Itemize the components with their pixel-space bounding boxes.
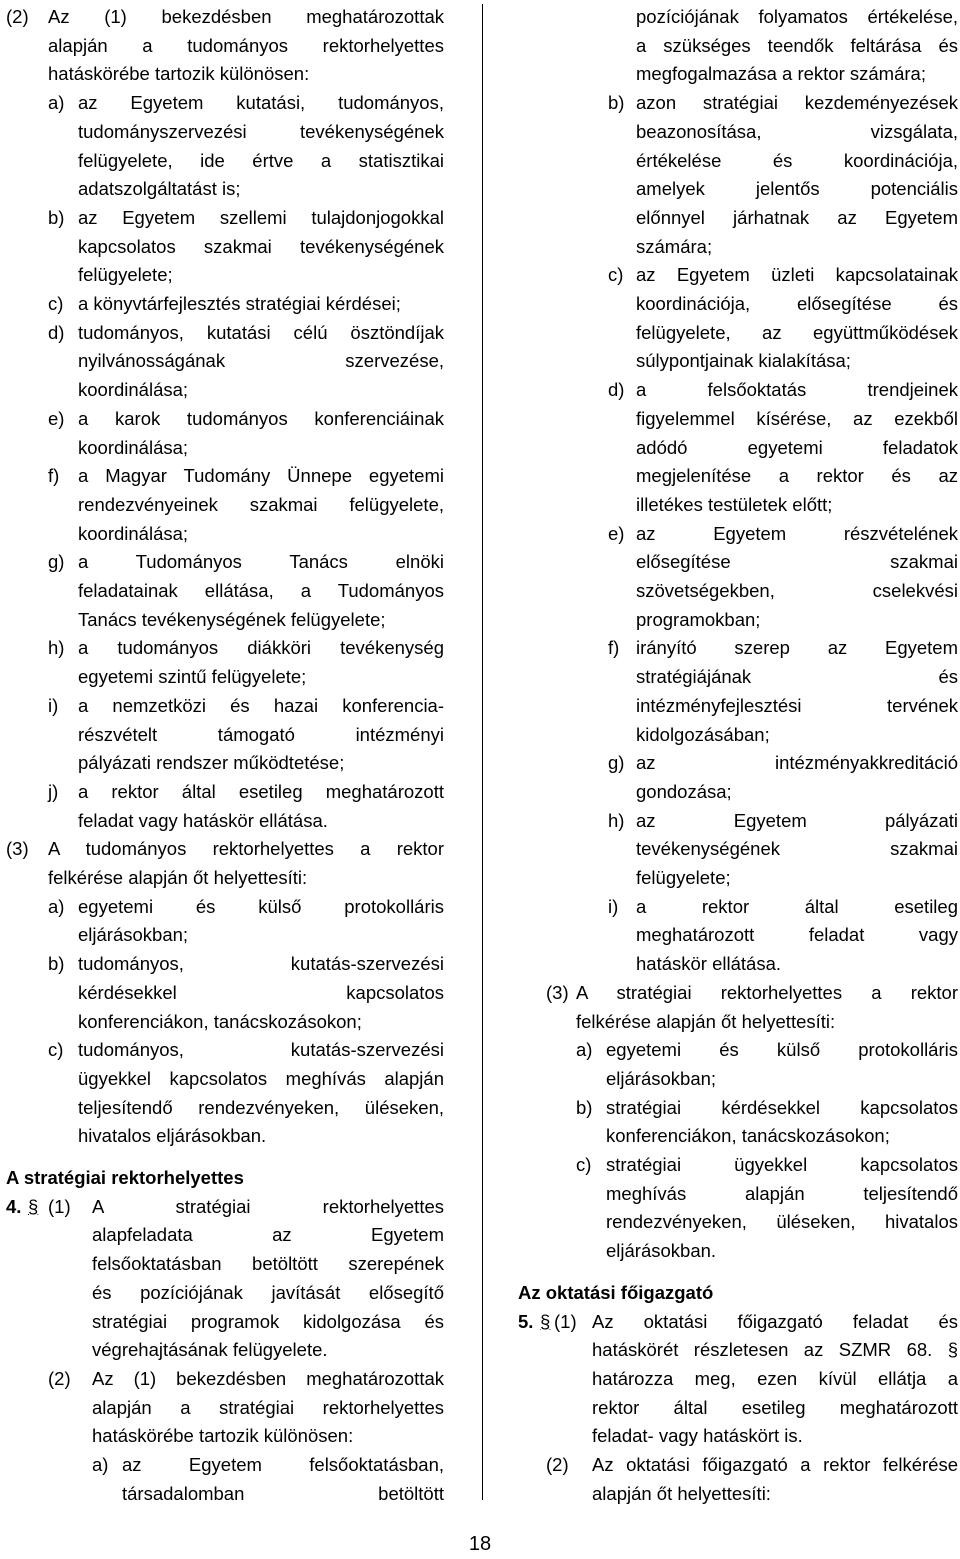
text-line: a felsőoktatás trendjeinek xyxy=(636,379,958,401)
text-line: A tudományos rektorhelyettes a rektor xyxy=(48,838,444,860)
text-line: koordinációja, elősegítése és xyxy=(636,293,958,314)
text-line: stratégiai ügyekkel kapcsolatos xyxy=(606,1154,958,1175)
text-line: Az (1) bekezdésben meghatározottak xyxy=(92,1367,444,1389)
text-line: felkérése alapján őt helyettesíti: xyxy=(48,867,308,888)
text-line: illetékes testületek előtt; xyxy=(636,493,833,515)
text-line: stratégiai programok kidolgozása és xyxy=(92,1310,444,1332)
text-line: elősegítése szakmai xyxy=(636,551,958,573)
item-label: e) xyxy=(608,522,625,544)
item-label: h) xyxy=(48,637,65,659)
item-label: b) xyxy=(576,1096,593,1118)
text-line: a tudományos diákköri tevékenység xyxy=(78,637,444,659)
section-number: 4. xyxy=(6,1195,22,1217)
item-label: d) xyxy=(608,379,625,401)
item-label: h) xyxy=(608,809,625,831)
item-label: (1) xyxy=(48,1195,71,1217)
text-line: alapján őt helyettesíti: xyxy=(592,1482,771,1504)
item-label: i) xyxy=(48,694,59,716)
text-line: egyetemi és külső protokolláris xyxy=(78,895,444,917)
text-line: Az (1) bekezdésben meghatározottak xyxy=(48,6,444,27)
text-line: adatszolgáltatást is; xyxy=(78,178,241,200)
item-label: (3) xyxy=(6,838,29,860)
text-line: az Egyetem felsőoktatásban, xyxy=(122,1454,444,1475)
text-line: szövetségekben, cselekvési xyxy=(636,580,958,601)
text-line: megjelenítése a rektor és az xyxy=(636,465,958,487)
text-line: amelyek jelentős potenciális xyxy=(636,178,958,200)
text-line: stratégiai kérdésekkel kapcsolatos xyxy=(606,1096,958,1118)
text-line: a rektor által esetileg xyxy=(636,895,958,917)
text-line: alapján a tudományos rektorhelyettes xyxy=(48,34,444,56)
text-line: konferenciákon, tanácskozásokon; xyxy=(78,1010,362,1032)
text-line: értékelése és koordinációja, xyxy=(636,149,958,171)
text-line: azon stratégiai kezdeményezések xyxy=(636,92,958,114)
text-line: az Egyetem pályázati xyxy=(636,809,958,831)
text-line: eljárásokban. xyxy=(606,1240,717,1262)
item-label: b) xyxy=(48,953,65,975)
text-line: tudományos, kutatás-szervezési xyxy=(78,953,444,975)
text-line: Tanács tevékenységének felügyelete; xyxy=(78,608,386,630)
text-line: részvételt támogató intézményi xyxy=(78,723,444,745)
text-line: határozza meg, ezen kívül ellátja a xyxy=(592,1367,958,1389)
text-line: konferenciákon, tanácskozásokon; xyxy=(606,1125,890,1147)
text-line: meghatározott feladat vagy xyxy=(636,924,958,946)
text-line: a Tudományos Tanács elnöki xyxy=(78,551,444,573)
text-line: figyelemmel kísérése, az ezekből xyxy=(636,407,958,429)
text-line: stratégiájának és xyxy=(636,666,958,688)
text-line: hatáskörét részletesen az SZMR 68. § xyxy=(592,1339,958,1361)
text-line: a nemzetközi és hazai konferencia- xyxy=(78,694,444,716)
text-line: az Egyetem részvételének xyxy=(636,522,958,544)
text-line: a könyvtárfejlesztés stratégiai kérdései; xyxy=(78,293,401,314)
text-line: A stratégiai rektorhelyettes xyxy=(92,1195,444,1217)
text-line: számára; xyxy=(636,235,713,257)
item-label: c) xyxy=(576,1154,592,1175)
item-label: (2) xyxy=(48,1367,71,1389)
item-label: e) xyxy=(48,407,65,429)
text-line: hatáskör ellátása. xyxy=(636,953,782,975)
text-line: rendezvényeinek szakmai felügyelete, xyxy=(78,493,444,515)
text-line: hatáskörébe tartozik különösen: xyxy=(48,63,310,85)
text-line: tudományos, kutatási célú ösztöndíjak xyxy=(78,321,444,343)
text-line: súlypontjainak kialakítása; xyxy=(636,350,851,372)
text-line: rektor által esetileg meghatározott xyxy=(592,1396,958,1418)
text-line: koordinálása; xyxy=(78,379,189,401)
item-label: b) xyxy=(48,206,65,228)
text-line: kérdésekkel kapcsolatos xyxy=(78,981,444,1003)
text-line: eljárásokban; xyxy=(606,1067,717,1089)
item-label: b) xyxy=(608,92,625,114)
text-line: ügyekkel kapcsolatos meghívás alapján xyxy=(78,1067,444,1089)
text-line: alapján a stratégiai rektorhelyettes xyxy=(92,1396,444,1418)
item-label: (2) xyxy=(546,1454,569,1475)
text-line: tevékenységének szakmai xyxy=(636,838,958,860)
text-line: az Egyetem szellemi tulajdonjogokkal xyxy=(78,206,444,228)
text-line: az Egyetem kutatási, tudományos, xyxy=(78,92,444,114)
text-line: végrehajtásának felügyelete. xyxy=(92,1339,328,1361)
text-line: pályázati rendszer működtetése; xyxy=(78,752,345,774)
text-line: a karok tudományos konferenciáinak xyxy=(78,407,444,429)
text-line: programokban; xyxy=(636,608,761,630)
text-line: felügyelete, az együttműködések xyxy=(636,321,958,343)
text-line: a szükséges teendők feltárása és xyxy=(636,34,958,56)
text-line: beazonosítása, vizsgálata, xyxy=(636,120,958,142)
item-label: c) xyxy=(48,1039,64,1061)
item-label: a) xyxy=(48,92,65,114)
text-line: rendezvényeken, üléseken, hivatalos xyxy=(606,1211,958,1233)
text-line: hatáskörébe tartozik különösen: xyxy=(92,1425,354,1447)
text-line: teljesítendő rendezvényeken, üléseken, xyxy=(78,1096,444,1118)
text-line: az Egyetem üzleti kapcsolatainak xyxy=(636,264,958,286)
item-label: j) xyxy=(48,780,59,802)
text-line: irányító szerep az Egyetem xyxy=(636,637,958,659)
text-line: Az oktatási főigazgató a rektor felkérése xyxy=(592,1454,958,1475)
item-label: (1) xyxy=(554,1310,577,1332)
item-label: (3) xyxy=(546,981,569,1003)
text-line: előnnyel járhatnak az Egyetem xyxy=(636,206,958,228)
text-line: feladat- vagy hatáskört is. xyxy=(592,1425,803,1447)
text-line: tudományszervezési tevékenységének xyxy=(78,120,444,142)
section-heading: A stratégiai rektorhelyettes xyxy=(6,1167,244,1188)
item-label: a) xyxy=(92,1454,109,1475)
text-line: adódó egyetemi feladatok xyxy=(636,436,958,458)
text-line: kapcsolatos szakmai tevékenységének xyxy=(78,235,444,257)
text-line: egyetemi és külső protokolláris xyxy=(606,1039,958,1061)
item-label: c) xyxy=(608,264,624,286)
section-heading: Az oktatási főigazgató xyxy=(518,1281,714,1303)
text-line: felügyelete, ide értve a statisztikai xyxy=(78,149,444,171)
page-number: 18 xyxy=(468,1533,492,1555)
text-line: feladat vagy hatáskör ellátása. xyxy=(78,809,328,831)
text-line: alapfeladata az Egyetem xyxy=(92,1224,444,1246)
text-line: koordinálása; xyxy=(78,522,189,544)
text-line: eljárásokban; xyxy=(78,924,189,946)
item-label: g) xyxy=(608,752,625,774)
text-line: felsőoktatásban betöltött szerepének xyxy=(92,1253,444,1275)
text-line: meghívás alapján teljesítendő xyxy=(606,1182,958,1204)
text-line: koordinálása; xyxy=(78,436,189,458)
section-sign: § xyxy=(28,1195,39,1217)
text-line: hivatalos eljárásokban. xyxy=(78,1125,267,1147)
text-line: pozíciójának folyamatos értékelése, xyxy=(636,6,958,27)
text-line: tudományos, kutatás-szervezési xyxy=(78,1039,444,1061)
item-label: f) xyxy=(48,465,60,487)
text-line: kidolgozásában; xyxy=(636,723,770,745)
text-line: felügyelete; xyxy=(636,867,731,888)
text-line: felkérése alapján őt helyettesíti: xyxy=(576,1010,836,1032)
text-line: nyilvánosságának szervezése, xyxy=(78,350,444,372)
item-label: d) xyxy=(48,321,65,343)
text-line: gondozása; xyxy=(636,780,732,802)
item-label: (2) xyxy=(6,6,29,27)
item-label: c) xyxy=(48,293,64,314)
text-line: megfogalmazása a rektor számára; xyxy=(636,63,926,85)
column-divider xyxy=(482,4,483,1500)
item-label: i) xyxy=(608,895,619,917)
text-line: társadalomban betöltött xyxy=(122,1482,444,1504)
text-line: felügyelete; xyxy=(78,264,173,286)
item-label: g) xyxy=(48,551,65,573)
text-line: A stratégiai rektorhelyettes a rektor xyxy=(576,981,958,1003)
item-label: f) xyxy=(608,637,620,659)
text-line: intézményfejlesztési tervének xyxy=(636,694,958,716)
item-label: a) xyxy=(576,1039,593,1061)
section-sign: § xyxy=(540,1310,551,1332)
text-line: Az oktatási főigazgató feladat és xyxy=(592,1310,958,1332)
item-label: a) xyxy=(48,895,65,917)
text-line: a Magyar Tudomány Ünnepe egyetemi xyxy=(78,465,444,487)
text-line: egyetemi szintű felügyelete; xyxy=(78,666,307,688)
text-line: és pozíciójának javítását elősegítő xyxy=(92,1281,444,1303)
text-line: a rektor által esetileg meghatározott xyxy=(78,780,444,802)
text-line: feladatainak ellátása, a Tudományos xyxy=(78,580,444,601)
section-number: 5. xyxy=(518,1310,534,1332)
text-line: az intézményakkreditáció xyxy=(636,752,958,774)
